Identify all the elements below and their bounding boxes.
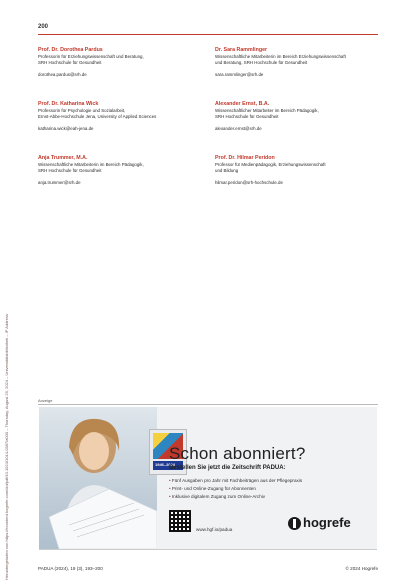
author-card (38, 155, 203, 186)
author-email[interactable]: sara.rammlinger@srh.de (215, 72, 264, 77)
author-card (215, 101, 380, 132)
author-affiliation: Wissenschaftliche Mitarbeiterin im Bereich Erziehungswissenschaft (215, 54, 346, 59)
cover-year: 1946–2024 (155, 462, 176, 467)
footer-copyright: © 2024 Hogrefe (345, 566, 378, 571)
author-name: Prof. Dr. Dorothea Pardus (38, 47, 103, 53)
author-email[interactable]: katharina.wick@eah-jena.de (38, 126, 94, 131)
author-affiliation: und Beratung, SRH Hochschule für Gesundheit (215, 60, 308, 65)
author-affiliation: SRH Hochschule für Gesundheit (215, 114, 279, 119)
author-affiliation: Wissenschaftlicher Mitarbeiter im Bereich Pädagogik, (215, 108, 319, 113)
side-download-note (1, 10, 9, 580)
author-name: Anja Trummer, M.A. (38, 155, 88, 161)
author-email[interactable]: alexander.ernst@srh.de (215, 126, 262, 131)
author-name: Dr. Sara Rammlinger (215, 47, 268, 53)
ad-bottom-divider (39, 549, 377, 550)
advertisement-banner[interactable] (39, 407, 377, 549)
qr-code-icon[interactable] (169, 510, 191, 532)
author-card (38, 47, 203, 78)
author-card (215, 47, 380, 78)
page-header (38, 24, 378, 32)
author-name: Prof. Dr. Katharina Wick (38, 101, 99, 107)
author-affiliation: SRH Hochschule für Gesundheit (38, 60, 102, 65)
ad-bullet: • Print- und Online-Zugang für Abonnenten (169, 485, 369, 493)
author-email[interactable]: anja.trummer@srh.de (38, 180, 81, 185)
header-divider (38, 34, 378, 35)
page-number: 200 (38, 24, 49, 30)
author-affiliation: und Bildung (215, 168, 239, 173)
ad-link[interactable]: www.hgf.io/padua (196, 527, 233, 532)
author-affiliation: SRH Hochschule für Gesundheit (38, 168, 102, 173)
ad-bullet: • Fünf Ausgaben pro Jahr mit Fachbeiträgen aus der Pflegepraxis (169, 477, 369, 485)
ad-headline: Schon abonniert? (169, 444, 306, 463)
author-affiliation: Ernst-Abbe-Hochschule Jena, University of Applied Sciences (38, 114, 157, 119)
woman-reading-illustration (39, 407, 157, 549)
footer-citation: PADUA (2024), 19 (3), 193–200 (38, 566, 103, 571)
author-card (38, 101, 203, 132)
side-note-text: Heruntergeladen von https://econtent.hogrefe.com/doi/pdf/10.1024/1014-0387/a000 – Thursday, August 29, 2024 – Universitätsbibliothek – IP Address (4, 314, 9, 580)
author-email[interactable]: hilmar.peridon@srh-hochschule.de (215, 180, 283, 185)
author-affiliation: Professorin für Psychologie und Sozialarbeit, (38, 108, 126, 113)
author-affiliation: Wissenschaftliche Mitarbeiterin im Bereich Pädagogik, (38, 162, 144, 167)
ad-photo-reading-woman (39, 407, 157, 549)
author-email[interactable]: dorothea.pardus@srh.de (38, 72, 87, 77)
ad-bullet-list (169, 477, 369, 501)
author-name: Prof. Dr. Hilmar Peridon (215, 155, 275, 161)
author-affiliation: Professorin für Erziehungswissenschaft und Beratung, (38, 54, 144, 59)
author-affiliation: Professor für Medienpädagogik, Erziehungswissenschaft (215, 162, 326, 167)
brand-logo-text: hogrefe (303, 515, 351, 530)
ad-subhead: Bestellen Sie jetzt die Zeitschrift PADUA: (169, 465, 286, 471)
ad-divider (38, 404, 378, 405)
hogrefe-logo-icon (288, 517, 301, 530)
author-card (215, 155, 380, 186)
ad-label: Anzeige (38, 398, 53, 403)
author-name: Alexander Ernst, B.A. (215, 101, 270, 107)
ad-bullet: • Inklusive digitalem Zugang zum Online-Archiv (169, 493, 369, 501)
